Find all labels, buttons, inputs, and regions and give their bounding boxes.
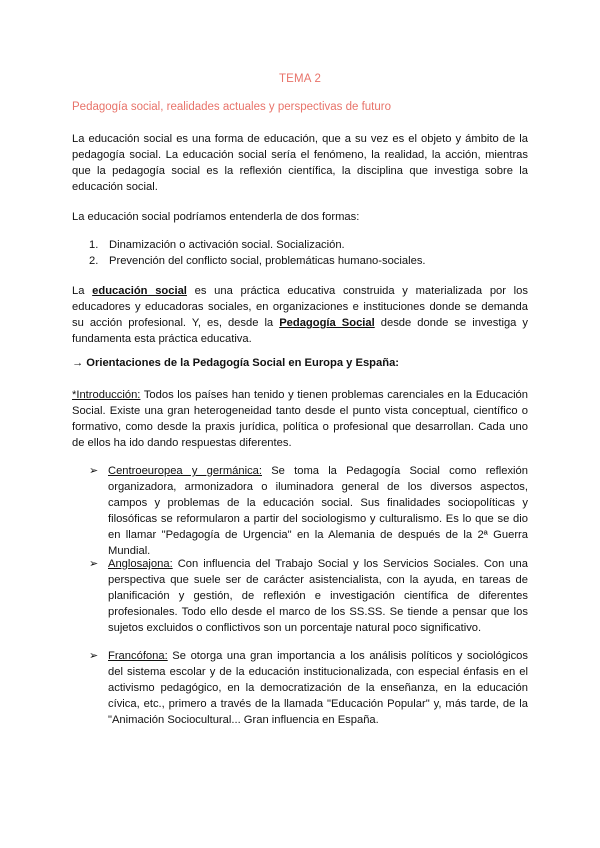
arrow-bullet-icon: ➢: [89, 650, 99, 662]
list-item: [72, 237, 528, 253]
paragraph-mid: es una práctica educativa construida y materializada por los educadores y educadoras sociales, en organizaciones e instituciones donde se demanda su acción profesional. Y, es, desde la: [72, 285, 528, 329]
term-pedagogia-social: Pedagogía Social: [279, 317, 375, 329]
section-heading: → Orientaciones de la Pedagogía Social en Europa y España:: [72, 357, 400, 369]
bullet-text: [108, 463, 528, 559]
bullet-label: Anglosajona:: [108, 558, 173, 570]
paragraph-lead: La: [72, 285, 93, 297]
bullet-label: Centroeuropea y germánica:: [108, 465, 262, 477]
paragraph-definition: La educación social es una forma de educación, que a su vez es el objeto y ámbito de la pedagogía social. La educación social sería el fenómeno, la realidad, la acción, mientras que la pedagogía social es la reflexión científica, la disciplina que investiga sobre la educación social.: [72, 133, 528, 193]
intro-label: *Introducción:: [72, 389, 141, 401]
bullet-body: Se otorga una gran importancia a los análisis políticos y sociológicos del sistema escolar y de la educación institucionalizada, con especial énfasis en el activismo pedagógico, en la democratización de la enseñanza, en la educación cívica, etc., primero a través de la llamada "Educación Popular" y, más tarde, de la "Animación Sociocultural... Gran influencia en España.: [108, 650, 528, 726]
list-item: [72, 253, 528, 269]
bullet-text: [108, 648, 528, 728]
intro-text: Todos los países han tenido y tienen problemas carenciales en la Educación Social. Existe una gran heterogeneidad tanto desde el punto vista conceptual, científico o formativo, como desde la praxis jurídica, política o profesional que desarrollan. Cada uno de ellos ha ido dando respuestas diferentes.: [72, 389, 528, 449]
list-text: Dinamización o activación social. Socialización.: [109, 239, 345, 251]
term-educacion-social: educación social: [92, 285, 187, 297]
bullet-body: Con influencia del Trabajo Social y los Servicios Sociales. Con una perspectiva que suele ser de carácter asistencialista, con la ayuda, en tareas de planificación y gestión, de reflexión e investigación científica de diferentes profesionales. Todo ello desde el marco de los SS.SS. Se tiende a pensar que los sujetos excluidos o conflictivos son un porcentaje natural poco significativo.: [108, 558, 528, 634]
bullet-label: Francófona:: [108, 650, 168, 662]
list-number: 2.: [89, 255, 99, 267]
bullet-text: [108, 556, 528, 636]
arrow-bullet-icon: ➢: [89, 465, 99, 477]
paragraph-introduction: [72, 387, 528, 451]
arrow-bullet-icon: ➢: [89, 558, 99, 570]
paragraph-practice: [72, 283, 528, 347]
numbered-list: [72, 237, 528, 269]
document-title: TEMA 2: [278, 73, 322, 85]
document-subtitle: Pedagogía social, realidades actuales y perspectivas de futuro: [72, 101, 392, 113]
list-number: 1.: [89, 239, 99, 251]
bullet-body: Se toma la Pedagogía Social como reflexión organizadora, armonizadora o iluminadora general de los diversos aspectos, campos y problemas de la educación social. Sus finalidades sociopolíticas y filosóficas se reformularon a partir del sociologismo y culturalismo. Es lo que se dio en llamar "Pedagogía de Urgencia" en la Alemania de después de la 2ª Guerra Mundial.: [108, 465, 528, 557]
paragraph-tail: desde donde se investiga y fundamenta esta práctica educativa.: [72, 317, 529, 345]
list-text: Prevención del conflicto social, problemáticas humano-sociales.: [109, 255, 426, 267]
paragraph-two-forms: La educación social podríamos entenderla de dos formas:: [72, 211, 360, 223]
